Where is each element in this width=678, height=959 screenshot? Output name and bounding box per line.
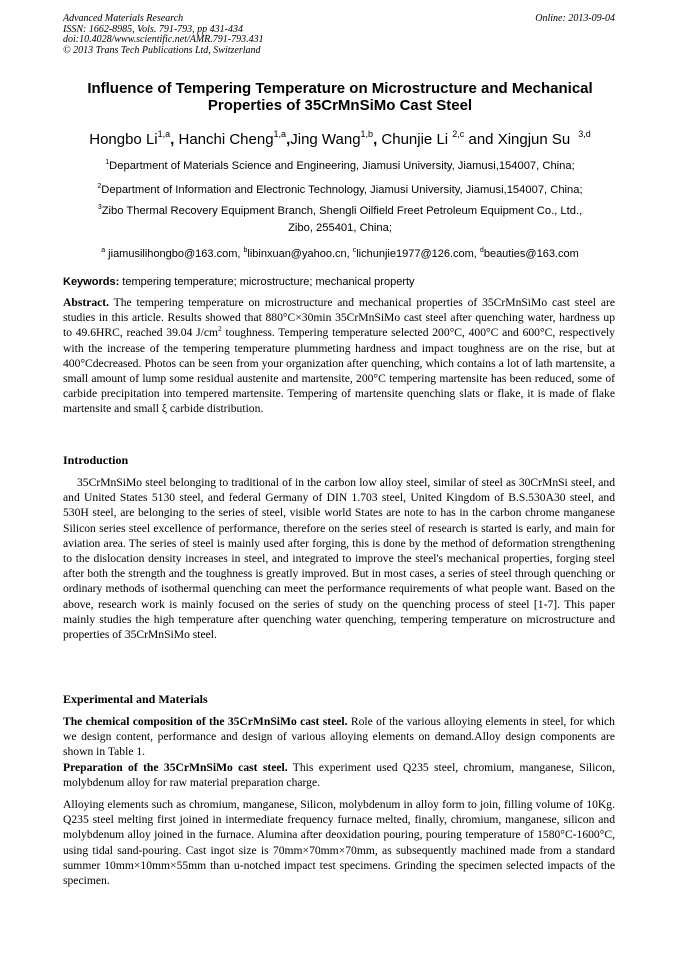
author-separator: , xyxy=(170,131,179,148)
preparation-label: Preparation of the 35CrMnSiMo cast steel. xyxy=(63,761,288,774)
keywords-text: tempering temperature; microstructure; mechanical property xyxy=(119,276,415,288)
journal-name: Advanced Materials Research xyxy=(63,13,184,24)
author-separator: , xyxy=(373,131,382,148)
affiliation-number: 3 xyxy=(97,204,102,211)
email-mark: c xyxy=(352,247,357,254)
affiliation-number: 1 xyxy=(105,159,110,166)
author-affiliation-mark: 1,b xyxy=(360,129,374,139)
email-mark: d xyxy=(479,247,484,254)
composition-label: The chemical composition of the 35CrMnSiMo cast steel. xyxy=(63,715,348,728)
keywords-label: Keywords: xyxy=(63,276,120,288)
email-mark: a xyxy=(101,247,106,254)
experimental-heading: Experimental and Materials xyxy=(63,692,208,706)
email-address: jiamusilihongbo@163.com, xyxy=(105,248,244,260)
composition-text: Role of the various alloying elements in steel, for which we design content, performance and design of various alloying elements on demand.Alloy design components are shown in Table 1. xyxy=(63,715,615,759)
preparation-text: This experiment used Q235 steel, chromium, manganese, Silicon, molybdenum alloy for raw material preparation charge. xyxy=(63,761,615,790)
copyright-line: © 2013 Trans Tech Publications Ltd, Switzerland xyxy=(63,44,261,56)
author-separator: , xyxy=(286,131,291,148)
author-affiliation-mark: 1,a xyxy=(273,129,287,139)
affiliation-text: Zibo Thermal Recovery Equipment Branch, Shengli Oilfield Freet Petroleum Equipment Co., Ltd., xyxy=(101,205,583,217)
author-name: Hongbo Li xyxy=(89,131,158,148)
affiliation-number: 2 xyxy=(97,183,102,190)
affiliation-2 xyxy=(55,178,625,199)
email-address: beauties@163.com xyxy=(483,248,579,260)
affiliation-text: Department of Information and Electronic Technology, Jiamusi University, Jiamusi,154007, China; xyxy=(101,184,583,196)
paper-title xyxy=(40,80,640,114)
author-name: Hanchi Cheng xyxy=(178,131,274,148)
online-date: Online: 2013-09-04 xyxy=(535,13,615,24)
keywords xyxy=(63,276,623,288)
author-emails xyxy=(40,247,640,260)
introduction-heading: Introduction xyxy=(63,453,129,467)
issn-line: ISSN: 1662-8985, Vols. 791-793, pp 431-434 xyxy=(63,23,243,35)
affiliation-3 xyxy=(55,199,625,237)
abstract-text: toughness. Tempering temperature selected 200°C, 400°C and 600°C, respectively with the increase of the tempering temperature plummeting hardness and impact toughness are on the rise, but at 400°Cdecreased. Photos can be seen from your organization after quenching, which contains a lot of lath martensite, a small amount of lump some residual austenite and martensite, 200°C tempering martensite has been reduced, some of carbide precipitation into tempered martensite. Tempering of martensite quenching slats or flake, it is made of flake martensite and small ξ carbide distribution. xyxy=(63,326,615,416)
affiliation-text: Department of Materials Science and Engineering, Jiamusi University, Jiamusi,154007, China; xyxy=(109,160,575,172)
abstract-text: The tempering temperature on microstructure and mechanical properties of 35CrMnSiMo cast steel are studies in this article. Results showed that 880°C×30min 35CrMnSiMo cast steel after quenching water, hardness up to 49.6HRC, reached 39.04 J/cm xyxy=(63,296,615,340)
author-list xyxy=(40,129,640,148)
abstract-superscript: 2 xyxy=(218,324,222,334)
composition-paragraph xyxy=(63,714,615,760)
email-address: lichunjie1977@126.com, xyxy=(356,248,480,260)
affiliation-text: Zibo, 255401, China; xyxy=(288,222,392,234)
author-affiliation-mark: 3,d xyxy=(578,129,591,139)
affiliation-1 xyxy=(55,154,625,175)
preparation-paragraph xyxy=(63,760,615,790)
abstract-label: Abstract. xyxy=(63,296,110,309)
journal-header xyxy=(63,14,615,56)
introduction-paragraph: 35CrMnSiMo steel belonging to traditional of in the carbon low alloy steel, similar of steel as 30CrMnSi steel, and and United States 5130 steel, and federal Germany of DIN 1.703 steel, United Kingdom of B.S.530A30 steel, and 530H steel, are belonging to the series of steel, visible world States are note to has in the carbon chrome manganese Silicon series steel excellence of performance, therefore on the series steel of research is started is early, and main for aviation area. The series of steel is mainly used after forging, this is done by the method of deformation strengthening to the dislocation density increases in steel, and integrated to improve the steel's mechanical properties, forging steel after both the strength and the toughness is greatly improved. But in most cases, a series of steel through quenching or ordinary methods of isothermal quenching can meet the performance requirements of what people want. Based on the above, research work is mainly focused on the series of study on the quenching process of steel [1-7]. This paper mainly studies the high temperature after quenching water quenching, tempering temperature on microstructure and properties of 35CrMnSiMo steel. xyxy=(63,476,615,642)
title-line-2: Properties of 35CrMnSiMo Cast Steel xyxy=(207,97,473,114)
email-mark: b xyxy=(243,247,248,254)
author-affiliation-mark: 1,a xyxy=(157,129,171,139)
author-name: Xingjun Su xyxy=(497,131,571,148)
author-separator: and xyxy=(464,131,498,148)
author-name: Chunjie Li xyxy=(381,131,453,148)
doi-line: doi:10.4028/www.scientific.net/AMR.791-793.431 xyxy=(63,34,264,45)
abstract xyxy=(63,295,615,417)
alloying-paragraph: Alloying elements such as chromium, manganese, Silicon, molybdenum in alloy form to join, filling volume of 10Kg. Q235 steel melting first joined in intermediate frequency furnace melted, finally, chromium, manganese, silicon and molybdenum alloy joined in the furnace. Alumina after deoxidation pouring, pouring temperature of 1580°C-1600°C, using tidal sand-pouring. Cast ingot size is 70mm×70mm×70mm, as subsequently machined made from a standard summer 10mm×10mm×55mm than u-notched impact test specimens. Grinding the specimen selected impacts of the specimen. xyxy=(63,798,615,888)
email-address: libinxuan@yahoo.cn, xyxy=(247,248,353,260)
author-affiliation-mark: 2,c xyxy=(452,129,465,139)
title-line-1: Influence of Tempering Temperature on Microstructure and Mechanical xyxy=(87,80,593,97)
author-name: Jing Wang xyxy=(290,131,361,148)
